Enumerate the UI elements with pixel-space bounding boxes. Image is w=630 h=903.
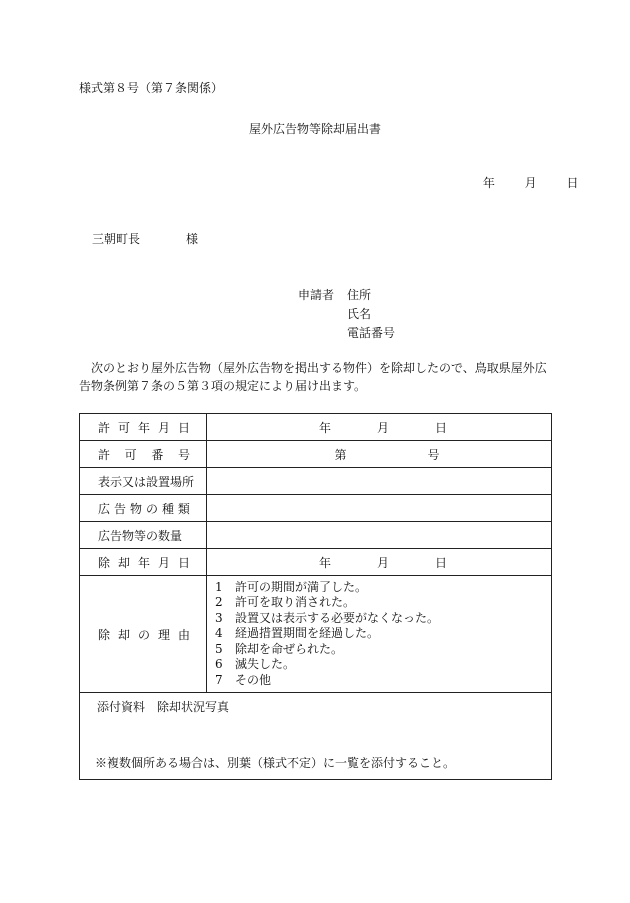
number-prefix: 第 bbox=[334, 447, 347, 462]
reason-number: 6 bbox=[215, 657, 223, 672]
reason-text: 経過措置期間を経過した。 bbox=[235, 626, 380, 641]
number-suffix: 号 bbox=[427, 447, 440, 462]
label-char: 月 bbox=[157, 555, 170, 570]
list-item[interactable] bbox=[215, 626, 551, 641]
submission-date bbox=[443, 174, 579, 191]
label-char: 年 bbox=[137, 420, 150, 435]
table-row bbox=[80, 414, 552, 441]
label-char: 可 bbox=[124, 447, 137, 462]
reason-text: 滅失した。 bbox=[235, 657, 296, 672]
label-char: 由 bbox=[177, 627, 190, 642]
year-unit: 年 bbox=[319, 420, 332, 435]
permit-date-label bbox=[80, 414, 207, 441]
reason-number: 3 bbox=[215, 610, 223, 625]
location-label: 表示又は設置場所 bbox=[80, 468, 207, 495]
label-char: 告 bbox=[113, 501, 126, 516]
month-unit: 月 bbox=[376, 420, 389, 435]
form-number-label: 様式第８号（第７条関係） bbox=[79, 81, 224, 95]
label-char: 許 bbox=[98, 447, 111, 462]
reason-text: 除却を命ぜられた。 bbox=[235, 641, 344, 656]
label-char: 却 bbox=[117, 555, 130, 570]
day-unit: 日 bbox=[434, 555, 447, 570]
month-unit: 月 bbox=[376, 555, 389, 570]
list-item[interactable] bbox=[215, 642, 551, 657]
reason-number: 2 bbox=[215, 595, 223, 610]
list-item[interactable] bbox=[215, 580, 551, 595]
table-row bbox=[80, 549, 552, 576]
table-row bbox=[80, 495, 552, 522]
reason-text: その他 bbox=[235, 672, 272, 687]
label-char: 日 bbox=[177, 420, 190, 435]
label-char: 類 bbox=[177, 501, 190, 516]
label-char: 可 bbox=[117, 420, 130, 435]
day-unit: 日 bbox=[434, 420, 447, 435]
applicant-name-label: 氏名 bbox=[347, 307, 372, 321]
ad-type-field[interactable] bbox=[207, 495, 552, 522]
applicant-phone-label: 電話番号 bbox=[347, 326, 396, 340]
date-month: 月 bbox=[524, 176, 537, 190]
addressee-honorific: 様 bbox=[186, 232, 199, 246]
label-char: 月 bbox=[157, 420, 170, 435]
applicant-address-label: 住所 bbox=[347, 288, 372, 302]
label-char: 号 bbox=[177, 447, 190, 462]
ad-quantity-field[interactable] bbox=[207, 522, 552, 549]
table-row bbox=[80, 693, 552, 780]
list-item[interactable] bbox=[215, 611, 551, 626]
declaration-text: 次のとおり屋外広告物（屋外広告物を掲出する物件）を除却したので、鳥取県屋外広告物条例第７条の５第３項の規定により届け出ます。 bbox=[79, 361, 547, 393]
reason-number: 1 bbox=[215, 580, 223, 595]
label-char: 番 bbox=[151, 447, 164, 462]
label-char: 除 bbox=[98, 627, 111, 642]
ad-quantity-label: 広告物等の数量 bbox=[80, 522, 207, 549]
location-field[interactable] bbox=[207, 468, 552, 495]
addressee-name: 三朝町長 bbox=[92, 232, 141, 246]
list-item[interactable] bbox=[215, 657, 551, 672]
label-char: 物 bbox=[129, 501, 142, 516]
applicant-label: 申請者 bbox=[298, 288, 335, 302]
reason-number: 4 bbox=[215, 626, 223, 641]
removal-date-label bbox=[80, 549, 207, 576]
removal-reason-label bbox=[80, 576, 207, 693]
reason-list bbox=[207, 576, 551, 692]
addressee bbox=[92, 230, 198, 247]
removal-reason-options bbox=[207, 576, 552, 693]
label-char: の bbox=[145, 501, 158, 516]
permit-number-field[interactable] bbox=[207, 441, 552, 468]
label-char: 許 bbox=[98, 420, 111, 435]
label-char: 広 bbox=[98, 501, 111, 516]
removal-details-table bbox=[79, 413, 552, 780]
year-unit: 年 bbox=[319, 555, 332, 570]
table-row bbox=[80, 522, 552, 549]
document-title: 屋外広告物等除却届出書 bbox=[248, 122, 381, 136]
date-day: 日 bbox=[566, 176, 579, 190]
label-char: 種 bbox=[161, 501, 174, 516]
permit-number-label bbox=[80, 441, 207, 468]
reason-text: 許可を取り消された。 bbox=[235, 595, 356, 610]
table-row bbox=[80, 576, 552, 693]
label-char: 除 bbox=[98, 555, 111, 570]
label-char: の bbox=[137, 627, 150, 642]
attachment-note: ※複数個所ある場合は、別葉（様式不定）に一覧を添付すること。 bbox=[95, 756, 456, 770]
attachment-cell[interactable] bbox=[80, 693, 552, 780]
label-char: 年 bbox=[137, 555, 150, 570]
reason-text: 許可の期間が満了した。 bbox=[235, 580, 368, 595]
table-row bbox=[80, 468, 552, 495]
ad-type-label bbox=[80, 495, 207, 522]
reason-number: 5 bbox=[215, 641, 223, 656]
table-row bbox=[80, 441, 552, 468]
reason-number: 7 bbox=[215, 672, 223, 687]
reason-text: 設置又は表示する必要がなくなった。 bbox=[235, 610, 440, 625]
permit-date-field[interactable] bbox=[207, 414, 552, 441]
list-item[interactable] bbox=[215, 673, 551, 688]
list-item[interactable] bbox=[215, 595, 551, 610]
date-year: 年 bbox=[482, 176, 495, 190]
label-char: 却 bbox=[117, 627, 130, 642]
attachment-label: 添付資料 除却状況写真 bbox=[97, 700, 230, 714]
label-char: 理 bbox=[157, 627, 170, 642]
label-char: 日 bbox=[177, 555, 190, 570]
removal-date-field[interactable] bbox=[207, 549, 552, 576]
